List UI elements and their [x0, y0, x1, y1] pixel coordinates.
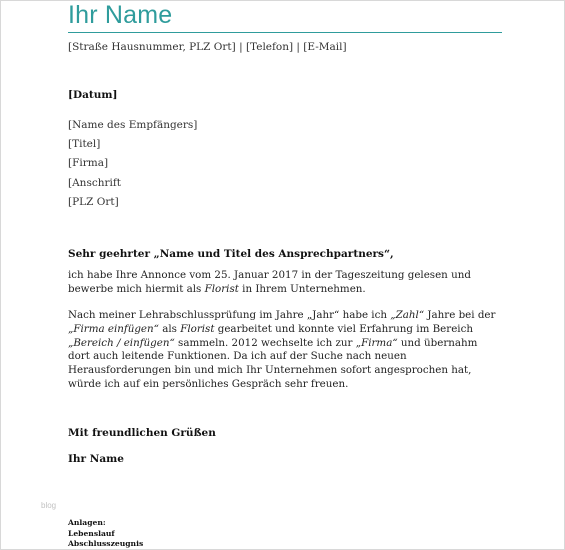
recipient-name: [Name des Empfängers] [68, 119, 198, 131]
header-divider [68, 32, 502, 33]
para2-company: „Firma einfügen“ [68, 322, 159, 335]
enclosure-item: Abschlusszeugnis [68, 539, 144, 549]
para1-text-a: ich habe Ihre Annonce vom 25. Januar 2017 in der Tageszeitung gelesen und bewerbe mich hiermit als [68, 269, 471, 295]
para2-profession: Florist [180, 322, 215, 335]
watermark: blog [41, 501, 57, 510]
recipient-company: [Firma] [68, 157, 109, 170]
sender-name: Ihr Name [68, 1, 173, 29]
enclosure-item: Lebenslauf [68, 528, 115, 538]
recipient-address-block [68, 116, 197, 212]
para2-text-1: Nach meiner Lehrabschlussprüfung im Jahre „Jahr“ habe ich [68, 309, 391, 321]
recipient-street: [Anschrift [68, 176, 121, 189]
enclosures-heading: Anlagen: [68, 518, 106, 527]
signature-name: Ihr Name [68, 453, 124, 465]
date-placeholder: [Datum] [68, 89, 118, 101]
para2-text-3: Jahre bei der [424, 309, 496, 321]
enclosures-block [68, 518, 143, 550]
para2-new-company: „Firma“ [355, 336, 398, 349]
para2-text-11: und übernahm dort auch leitende Funktionen. Da ich auf der Suche nach neuen Herausforderungen bin und mich Ihr Unternehmen sofort angesprochen hat, würde ich auf ein persönliches Gespräch sehr freuen. [68, 336, 478, 390]
para2-years: „Zahl“ [390, 309, 425, 321]
recipient-title: [Titel] [68, 138, 101, 151]
para2-field: „Bereich / einfügen“ [68, 336, 175, 349]
salutation: Sehr geehrter „Name und Titel des Ansprechpartners“, [68, 248, 394, 260]
closing: Mit freundlichen Grüßen [68, 427, 216, 439]
sender-contact-line: [Straße Hausnummer, PLZ Ort] | [Telefon] | [E-Mail] [68, 41, 347, 53]
body-paragraph-1 [68, 269, 498, 297]
para1-text-c: in Ihrem Unternehmen. [238, 282, 366, 295]
para2-text-5: als [158, 322, 181, 335]
para2-text-7: gearbeitet und konnte viel Erfahrung im Bereich [214, 322, 473, 335]
para2-text-9: sammeln. 2012 wechselte ich zur [174, 336, 356, 349]
body-paragraph-2 [68, 309, 498, 392]
para1-profession: Florist [204, 282, 239, 295]
recipient-city: [PLZ Ort] [68, 195, 119, 208]
